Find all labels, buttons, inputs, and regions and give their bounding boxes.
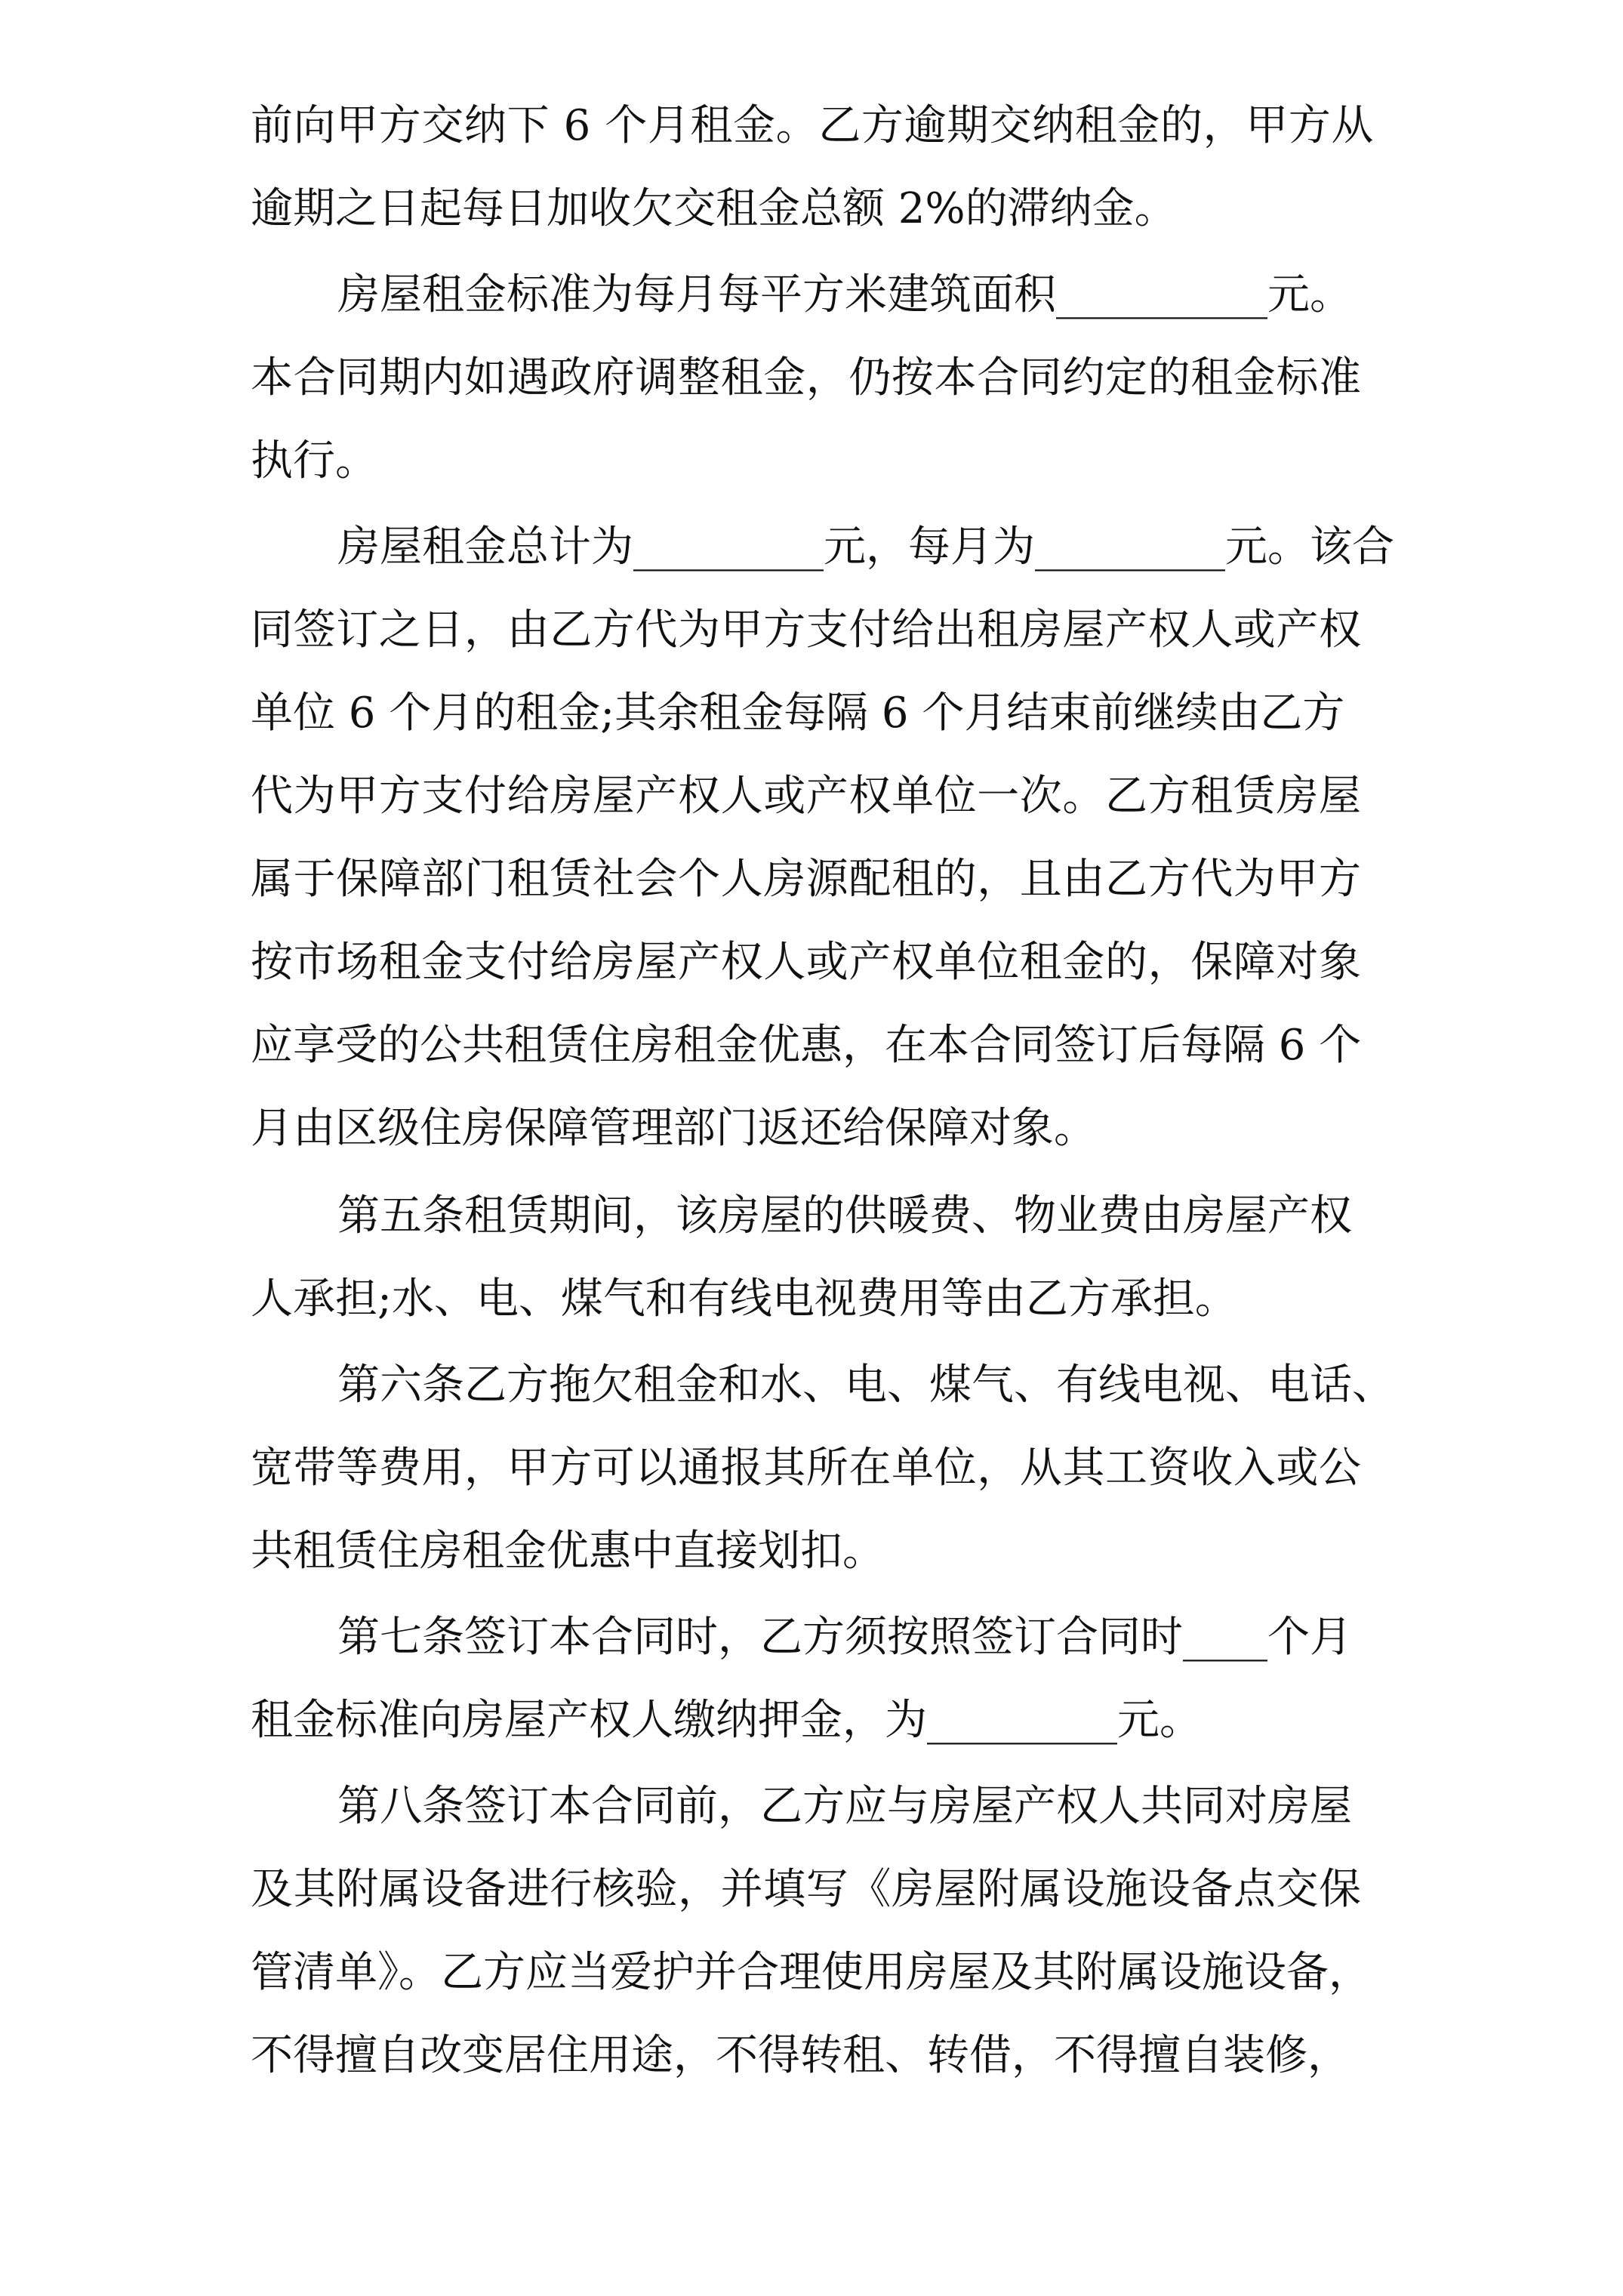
text-line: 房屋租金标准为每月每平方米建筑面积__________元。 xyxy=(337,270,1352,319)
text-line: 不得擅自改变居住用途，不得转租、转借，不得擅自装修， xyxy=(251,2031,1350,2080)
text-line: 租金标准向房屋产权人缴纳押金，为_________元。 xyxy=(251,1696,1202,1745)
text-line: 单位 6 个月的租金;其余租金每隔 6 个月结束前继续由乙方 xyxy=(251,689,1345,738)
text-line: 执行。 xyxy=(251,436,377,485)
text-line: 及其附属设备进行核验，并填写《房屋附属设施设备点交保 xyxy=(251,1865,1362,1914)
text-line: 逾期之日起每日加收欠交租金总额 2%的滞纳金。 xyxy=(251,184,1177,233)
text-line: 管清单》。乙方应当爱护并合理使用房屋及其附属设施设备， xyxy=(251,1948,1371,1997)
text-line: 属于保障部门租赁社会个人房源配租的，且由乙方代为甲方 xyxy=(251,855,1362,904)
text-line: 第七条签订本合同时，乙方须按照签订合同时____个月 xyxy=(337,1613,1352,1662)
text-line: 第六条乙方拖欠租金和水、电、煤气、有线电视、电话、 xyxy=(337,1361,1394,1410)
text-line: 按市场租金支付给房屋产权人或产权单位租金的，保障对象 xyxy=(251,938,1362,987)
text-line: 应享受的公共租赁住房租金优惠，在本合同签订后每隔 6 个 xyxy=(251,1021,1362,1070)
text-line: 宽带等费用，甲方可以通报其所在单位，从其工资收入或公 xyxy=(251,1444,1362,1493)
text-line: 月由区级住房保障管理部门返还给保障对象。 xyxy=(251,1104,1096,1153)
text-line: 前向甲方交纳下 6 个月租金。乙方逾期交纳租金的，甲方从 xyxy=(251,101,1375,150)
text-line: 本合同期内如遇政府调整租金，仍按本合同约定的租金标准 xyxy=(251,353,1362,402)
text-line: 房屋租金总计为_________元，每月为_________元。该合 xyxy=(337,522,1394,572)
text-line: 第八条签订本合同前，乙方应与房屋产权人共同对房屋 xyxy=(337,1782,1352,1831)
text-line: 代为甲方支付给房屋产权人或产权单位一次。乙方租赁房屋 xyxy=(251,772,1362,821)
text-line: 人承担;水、电、煤气和有线电视费用等由乙方承担。 xyxy=(251,1274,1237,1324)
text-line: 共租赁住房租金优惠中直接划扣。 xyxy=(251,1527,885,1576)
text-line: 第五条租赁期间，该房屋的供暖费、物业费由房屋产权 xyxy=(337,1191,1352,1240)
text-line: 同签订之日，由乙方代为甲方支付给出租房屋产权人或产权 xyxy=(251,606,1362,655)
